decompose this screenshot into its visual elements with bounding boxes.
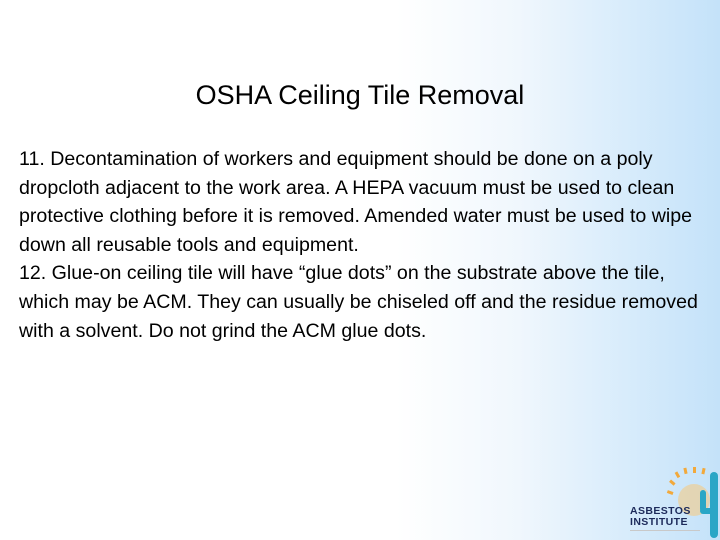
logo-text <box>630 506 691 528</box>
sun-cactus-icon <box>626 466 720 540</box>
slide-title: OSHA Ceiling Tile Removal <box>195 80 525 110</box>
logo-line2: INSTITUTE <box>630 516 688 528</box>
logo-line1: ASBESTOS <box>630 505 691 517</box>
paragraph-item-12: 12. Glue-on ceiling tile will have “glue dots” on the substrate above the tile, which may be ACM. They can usually be chiseled off and the residue removed with a solvent. Do not grind the ACM glue dots. <box>19 262 698 342</box>
asbestos-institute-logo <box>626 466 720 540</box>
paragraph-item-11: 11. Decontamination of workers and equipment should be done on a poly dropcloth adjacent to the work area. A HEPA vacuum must be used to clean protective clothing before it is removed. Amended water must be used to wipe down all reusable tools and equipment. <box>19 148 693 256</box>
slide-body <box>19 145 709 345</box>
